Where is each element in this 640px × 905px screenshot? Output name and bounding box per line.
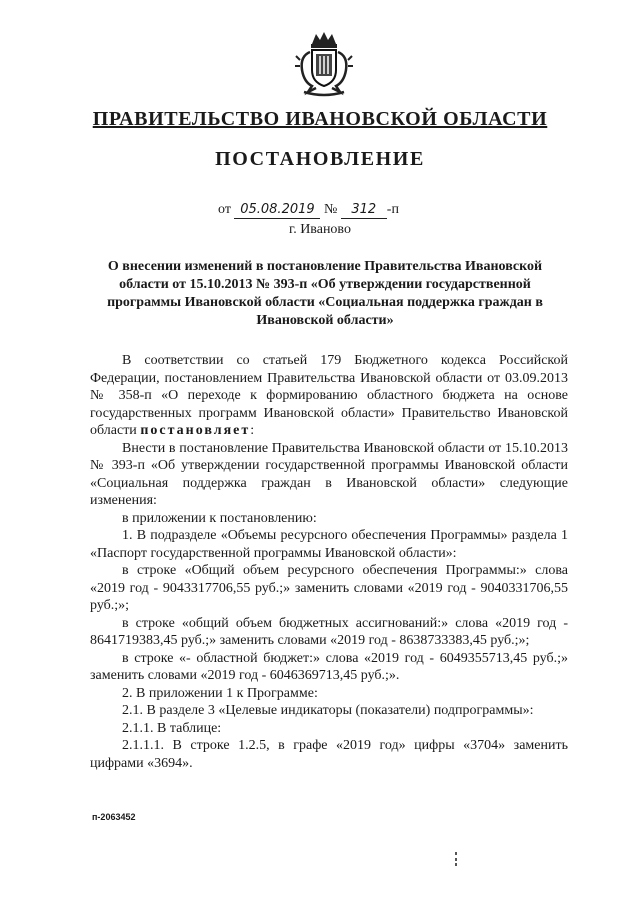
paragraph: 2.1.1. В таблице: [122, 720, 222, 736]
document-body [90, 352, 568, 772]
document-code: п-2063452 [92, 812, 136, 822]
paragraph: в приложении к постановлению: [122, 510, 317, 526]
date-value: 05.08.2019 [234, 202, 320, 219]
resolves-word: постановляет [140, 423, 251, 438]
paragraph: Внести в постановление Правительства Ивановской области от 15.10.2013 № 393-п «Об утверждении государственной программы Ивановской области «Социальная поддержка граждан в Ивановской области» следующие изменения: [90, 440, 568, 508]
paragraph: 1. В подразделе «Объемы ресурсного обеспечения Программы» раздела 1 «Паспорт государственной программы Ивановской области»: [90, 528, 568, 561]
document-type: ПОСТАНОВЛЕНИЕ [215, 148, 425, 170]
date-prefix: от [218, 202, 231, 217]
coat-of-arms-icon [292, 30, 356, 98]
preamble-text: В соответствии со статьей 179 Бюджетного кодекса Российской Федерации, постановлением Правительства Ивановской области от 03.09.2013 № 358-п «О переходе к формированию областного бюджета на основе государственных программ Ивановской области» Правительство Ивановской области [90, 353, 568, 438]
paragraph: в строке «Общий объем ресурсного обеспечения Программы:» слова «2019 год - 9043317706,55 руб.;» заменить словами «2019 год - 9040331706,55 руб.;»; [90, 563, 568, 613]
city: г. Иваново [289, 222, 351, 237]
organization-title: ПРАВИТЕЛЬСТВО ИВАНОВСКОЙ ОБЛАСТИ [92, 108, 548, 130]
paragraph: в строке «- областной бюджет:» слова «2019 год - 6049355713,45 руб.;» заменить словами «2019 год - 6046369713,45 руб.;». [90, 650, 568, 683]
paragraph: 2.1. В разделе 3 «Целевые индикаторы (показатели) подпрограммы»: [122, 703, 534, 718]
paragraph: 2.1.1.1. В строке 1.2.5, в графе «2019 год» цифры «3704» заменить цифрами «3694». [90, 738, 568, 771]
paragraph-preamble [90, 352, 568, 440]
registration-line [218, 202, 399, 219]
preamble-end: : [250, 423, 255, 438]
number-value: 312 [341, 202, 387, 219]
scan-mark [455, 852, 457, 866]
number-prefix: № [323, 202, 338, 217]
number-suffix: -п [386, 202, 399, 217]
paragraph: 2. В приложении 1 к Программе: [122, 685, 318, 701]
paragraph: в строке «общий объем бюджетных ассигнований:» слова «2019 год - 8641719383,45 руб.;» заменить словами «2019 год - 8638733383,45 руб.;»; [90, 615, 568, 648]
document-subject: О внесении изменений в постановление Правительства Ивановской области от 15.10.2013 № 393-п «Об утверждении государственной программы Ивановской области «Социальная поддержка граждан в Ивановской области» [107, 259, 543, 328]
